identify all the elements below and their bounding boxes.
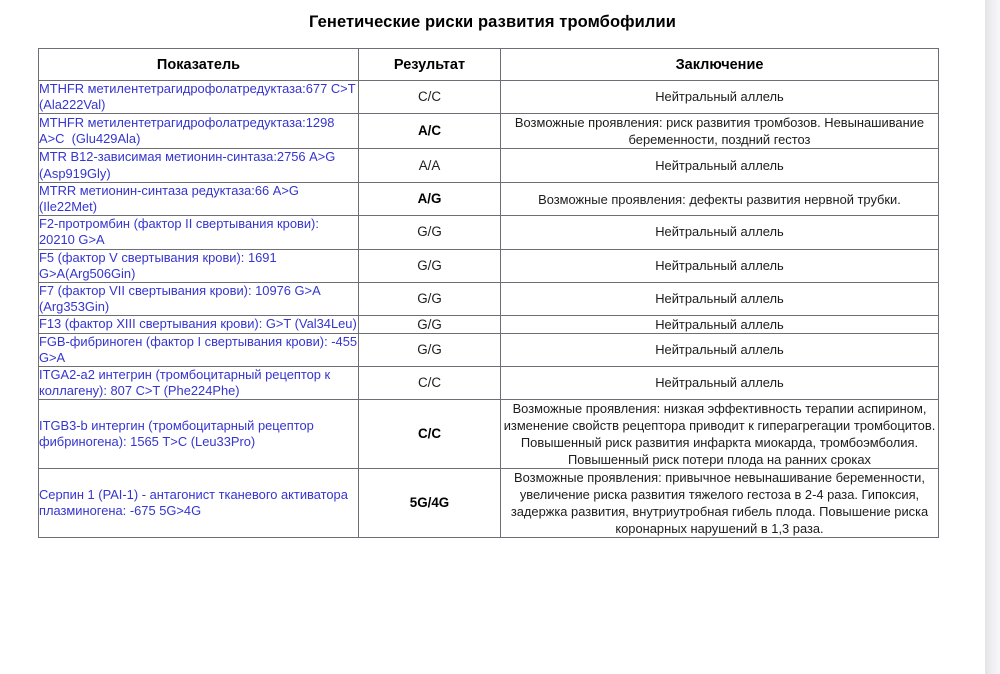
table-row <box>39 469 939 538</box>
marker-cell: ITGB3-b интергин (тромбоцитарный рецептор фибриногена): 1565 T>C (Leu33Pro) <box>39 400 359 469</box>
result-cell: A/A <box>359 149 501 182</box>
conclusion-cell: Нейтральный аллель <box>501 333 939 366</box>
result-cell: G/G <box>359 333 501 366</box>
result-cell: G/G <box>359 316 501 333</box>
table-row <box>39 182 939 215</box>
table-header-row <box>39 49 939 81</box>
conclusion-cell: Нейтральный аллель <box>501 149 939 182</box>
conclusion-cell: Нейтральный аллель <box>501 249 939 282</box>
marker-cell: MTHFR метилентетрагидрофолатредуктаза:677 C>T (Ala222Val) <box>39 81 360 113</box>
table-body <box>39 81 939 538</box>
table-header <box>39 49 939 81</box>
result-cell: C/C <box>359 400 501 469</box>
table-row <box>39 81 939 114</box>
conclusion-cell: Возможные проявления: риск развития тромбозов. Невынашивание беременности, поздний гестоз <box>501 114 939 149</box>
column-header-marker: Показатель <box>39 49 359 81</box>
marker-cell: F7 (фактор VII свертывания крови): 10976 G>A (Arg353Gin) <box>39 283 359 316</box>
genetic-risk-table <box>38 48 939 538</box>
conclusion-cell: Нейтральный аллель <box>501 216 939 249</box>
marker-cell: ITGA2-a2 интегрин (тромбоцитарный рецептор к коллагену): 807 C>T (Phe224Phe) <box>39 367 359 400</box>
marker-cell: F13 (фактор XIII свертывания крови): G>T (Val34Leu) <box>39 316 357 332</box>
conclusion-cell: Нейтральный аллель <box>501 316 939 333</box>
marker-cell: Серпин 1 (PAI-1) - антагонист тканевого активатора плазминогена: -675 5G>4G <box>39 469 359 538</box>
marker-cell: F2-протромбин (фактор II свертывания крови): 20210 G>A <box>39 216 359 249</box>
column-header-conclusion: Заключение <box>501 49 939 81</box>
page-title: Генетические риски развития тромбофилии <box>308 13 676 31</box>
result-cell: A/G <box>359 182 501 215</box>
table-row <box>39 367 939 400</box>
conclusion-cell: Нейтральный аллель <box>501 81 939 114</box>
result-cell: G/G <box>359 216 501 249</box>
page-edge-shadow <box>985 0 1000 674</box>
column-header-result: Результат <box>359 49 501 81</box>
result-cell: G/G <box>359 249 501 282</box>
result-cell: C/C <box>359 367 501 400</box>
table-row <box>39 114 939 149</box>
marker-cell: MTRR метионин-синтаза редуктаза:66 A>G (Ile22Met) <box>39 182 359 215</box>
table-row <box>39 216 939 249</box>
result-cell: 5G/4G <box>359 469 501 538</box>
marker-cell: MTHFR метилентетрагидрофолатредуктаза:1298 A>C (Glu429Ala) <box>39 114 359 149</box>
conclusion-cell: Нейтральный аллель <box>501 367 939 400</box>
result-cell: A/C <box>359 114 501 149</box>
conclusion-cell: Возможные проявления: дефекты развития нервной трубки. <box>501 182 939 215</box>
conclusion-cell: Возможные проявления: низкая эффективность терапии аспирином, изменение свойств рецептора приводит к гиперагрегации тромбоцитов. Повышенный риск развития инфаркта миокарда, тромбоэмболия. Повышенный риск потери плода на ранних сроках <box>501 400 939 469</box>
marker-cell: FGB-фибриноген (фактор I свертывания крови): -455 G>A <box>39 333 361 365</box>
conclusion-cell: Нейтральный аллель <box>501 283 939 316</box>
marker-cell: F5 (фактор V свертывания крови): 1691 G>A(Arg506Gin) <box>39 249 359 282</box>
table-row <box>39 400 939 469</box>
table-row <box>39 249 939 282</box>
table-row <box>39 149 939 182</box>
result-cell: G/G <box>359 283 501 316</box>
table-row <box>39 333 939 366</box>
conclusion-cell: Возможные проявления: привычное невынашивание беременности, увеличение риска развития тяжелого гестоза в 2-4 раза. Гипоксия, задержка развития, внутриутробная гибель плода. Повышение риска коронарных нарушений в 1,3 раза. <box>501 469 939 538</box>
marker-cell: MTR B12-зависимая метионин-синтаза:2756 A>G (Asp919Gly) <box>39 149 359 182</box>
result-cell: C/C <box>359 81 501 114</box>
table-row <box>39 316 939 333</box>
table-row <box>39 283 939 316</box>
